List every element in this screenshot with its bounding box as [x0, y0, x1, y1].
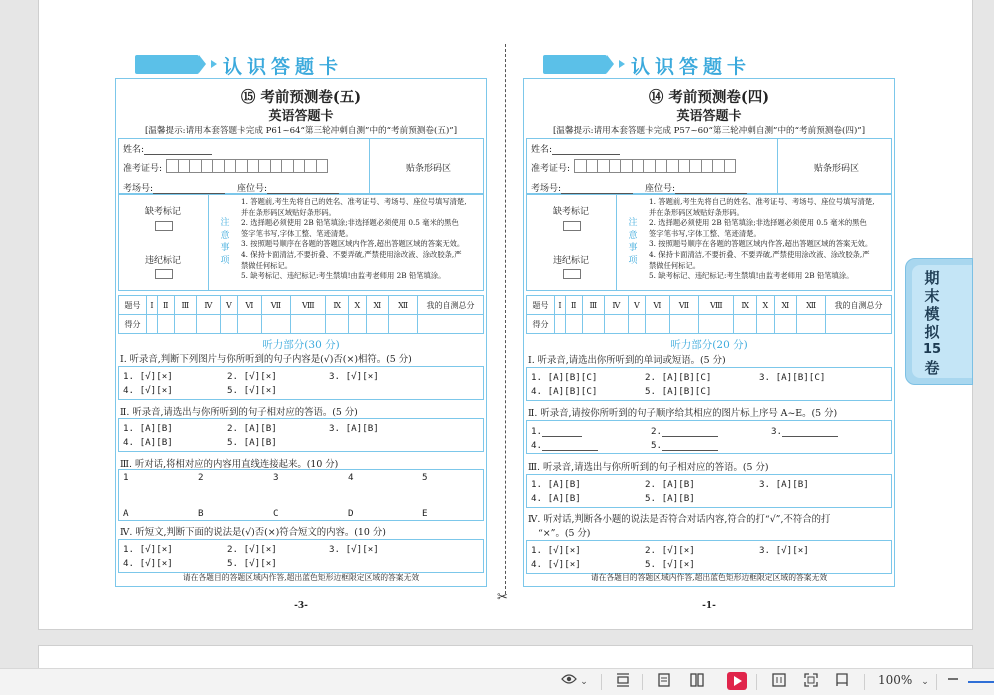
notice-box [526, 194, 892, 291]
cut-line [505, 44, 506, 594]
left-answer-sheet [115, 0, 487, 630]
question-3-matching[interactable]: 1 2 3 4 5 A B C D E [118, 469, 484, 521]
banner-title: 认识答题卡 [631, 56, 752, 78]
violation-mark-box[interactable] [155, 269, 173, 279]
status-bar [0, 668, 994, 695]
two-page-icon[interactable] [689, 673, 705, 691]
card-subtitle: 英语答题卡 [268, 109, 334, 124]
name-field[interactable] [552, 146, 620, 155]
card-title: ⑭ 考前预测卷(四) [648, 89, 770, 106]
question-2-answers: 1. 2. 3. 4. 5. [526, 420, 892, 454]
question-2-answers: 1. [A][B] 2. [A][B] 3. [A][B] 4. [A][B] 5. [A][B] [118, 418, 484, 452]
score-table: 题号 Ⅰ Ⅱ Ⅲ Ⅳ Ⅴ Ⅵ Ⅶ Ⅷ Ⅸ Ⅹ Ⅺ Ⅻ 我的自测总分 得分 [526, 295, 892, 334]
question-4-answers: 1. [√][×] 2. [√][×] 3. [√][×] 4. [√][×] 5. [√][×] [118, 539, 484, 573]
question-4-prompt: Ⅳ. 听短文,判断下面的说法是(√)否(×)符合短文的内容。(10 分) [120, 527, 386, 538]
page-number: -1- [702, 601, 716, 611]
notice-heading: 注 意 事 项 [628, 218, 638, 266]
play-icon[interactable] [727, 672, 747, 690]
room-label: 考场号: [531, 184, 562, 194]
question-4-prompt-cont: “×”。(5 分) [538, 528, 591, 539]
question-1-prompt: Ⅰ. 听录音,请选出你所听到的单词或短语。(5 分) [528, 355, 726, 366]
violation-mark-label: 违纪标记 [145, 256, 182, 266]
ticket-number-cells[interactable] [167, 159, 328, 173]
question-3-answers: 1. [A][B] 2. [A][B] 3. [A][B] 4. [A][B] 5. [A][B] [526, 474, 892, 508]
violation-mark-box[interactable] [563, 269, 581, 279]
side-tab-label: 期 末 模 拟 15 卷 [922, 269, 942, 377]
absent-mark-box[interactable] [155, 221, 173, 231]
bookmark-icon[interactable] [834, 673, 850, 691]
info-box [526, 138, 892, 194]
zoom-slider[interactable] [968, 681, 994, 683]
ticket-label: 准考证号: [123, 164, 163, 174]
side-tab[interactable] [905, 258, 973, 385]
scissors-icon: ✂ [497, 590, 508, 605]
violation-mark-label: 违纪标记 [553, 256, 590, 266]
absent-mark-label: 缺考标记 [553, 207, 590, 217]
question-3-prompt: Ⅲ. 听对话,将相对应的内容用直线连接起来。(10 分) [120, 459, 339, 470]
answer-card [115, 78, 487, 587]
barcode-area: 贴条形码区 [814, 164, 860, 174]
notice-list: 1. 答题前,考生先将自己的姓名、准考证号、考场号、座位号填写清楚, 并在条形码区域贴好条形码。 2. 选择题必须使用 2B 铅笔填涂;非选择题必须使用 0.5 毫米的黑色 签字笔书写,字体工整、笔迹清楚。 3. 按照题号顺序在各题的答题区域内作答,超出答题区域的答案无效。 4. 保持卡面清洁,不要折叠、不要弄破,严禁使用涂改液、涂改胶条,严 禁做任何标记。 5. 缺考标记、违纪标记:考生禁填!由监考老师用 2B 铅笔填涂。 [649, 197, 875, 281]
notice-list: 1. 答题前,考生先将自己的姓名、准考证号、考场号、座位号填写清楚, 并在条形码区域贴好条形码。 2. 选择题必须使用 2B 铅笔填涂;非选择题必须使用 0.5 毫米的黑色 签字笔书写,字体工整、笔迹清楚。 3. 按照题号顺序在各题的答题区域内作答,超出答题区域的答案无效。 4. 保持卡面清洁,不要折叠、不要弄破,严禁使用涂改液、涂改胶条,严 禁做任何标记。 5. 缺考标记、违纪标记:考生禁填!由监考老师用 2B 铅笔填涂。 [241, 197, 467, 281]
info-box [118, 138, 484, 194]
absent-mark-label: 缺考标记 [145, 207, 182, 217]
notice-heading: 注 意 事 项 [220, 218, 230, 266]
question-1-prompt: Ⅰ. 听录音,判断下列图片与你所听到的句子内容是(√)否(×)相符。(5 分) [120, 354, 412, 365]
seat-label: 座位号: [237, 184, 268, 194]
seat-field[interactable] [675, 185, 747, 194]
tip-text: [温馨提示:请用本套答题卡完成 P61~64“第三轮冲刺自测”中的“考前预测卷(五)”] [144, 126, 458, 136]
chevron-down-icon[interactable]: ⌄ [580, 677, 588, 687]
listening-section-title: 听力部分(30 分) [262, 339, 340, 351]
question-3-prompt: Ⅲ. 听录音,请选出与你所听到的句子相对应的答语。(5 分) [528, 462, 769, 473]
question-1-answers: 1. [√][×] 2. [√][×] 3. [√][×] 4. [√][×] 5. [√][×] [118, 366, 484, 400]
ticket-number-cells[interactable] [575, 159, 736, 173]
name-label: 姓名: [123, 145, 145, 155]
document-page [38, 0, 973, 630]
zoom-level[interactable]: 100% [878, 673, 913, 687]
listening-section-title: 听力部分(20 分) [670, 339, 748, 351]
page-number: -3- [294, 601, 308, 611]
room-label: 考场号: [123, 184, 154, 194]
card-footer: 请在各题目的答题区域内作答,超出蓝色矩形边框限定区域的答案无效 [182, 573, 420, 582]
columns-icon[interactable] [771, 673, 787, 691]
question-4-prompt: Ⅳ. 听对话,判断各小题的说法是否符合对话内容,符合的打“√”,不符合的打 [528, 514, 831, 525]
card-subtitle: 英语答题卡 [676, 109, 742, 124]
room-field[interactable] [153, 185, 225, 194]
eye-icon[interactable] [561, 673, 577, 691]
card-title: ⑮ 考前预测卷(五) [240, 89, 362, 106]
minus-icon[interactable] [946, 673, 960, 691]
answer-card [523, 78, 895, 587]
question-1-answers: 1. [A][B][C] 2. [A][B][C] 3. [A][B][C] 4. [A][B][C] 5. [A][B][C] [526, 367, 892, 401]
room-field[interactable] [561, 185, 633, 194]
seat-label: 座位号: [645, 184, 676, 194]
card-footer: 请在各题目的答题区域内作答,超出蓝色矩形边框限定区域的答案无效 [590, 573, 828, 582]
name-field[interactable] [144, 146, 212, 155]
banner-title: 认识答题卡 [223, 56, 344, 78]
single-page-icon[interactable] [656, 673, 672, 691]
name-label: 姓名: [531, 145, 553, 155]
right-answer-sheet [523, 0, 895, 630]
tip-text: [温馨提示:请用本套答题卡完成 P57~60“第三轮冲刺自测”中的“考前预测卷(四)”] [552, 126, 866, 136]
seat-field[interactable] [267, 185, 339, 194]
absent-mark-box[interactable] [563, 221, 581, 231]
score-table: 题号 Ⅰ Ⅱ Ⅲ Ⅳ Ⅴ Ⅵ Ⅶ Ⅷ Ⅸ Ⅹ Ⅺ Ⅻ 我的自测总分 得分 [118, 295, 484, 334]
barcode-area: 贴条形码区 [406, 164, 452, 174]
fullscreen-icon[interactable] [803, 673, 819, 691]
ticket-label: 准考证号: [531, 164, 571, 174]
notice-box [118, 194, 484, 291]
question-2-prompt: Ⅱ. 听录音,请按你所听到的句子顺序给其相应的图片标上序号 A~E。(5 分) [528, 408, 838, 419]
question-2-prompt: Ⅱ. 听录音,请选出与你所听到的句子相对应的答语。(5 分) [120, 407, 358, 418]
question-4-answers: 1. [√][×] 2. [√][×] 3. [√][×] 4. [√][×] 5. [√][×] [526, 540, 892, 574]
fit-width-icon[interactable] [615, 673, 631, 691]
chevron-down-icon[interactable]: ⌄ [921, 677, 929, 687]
